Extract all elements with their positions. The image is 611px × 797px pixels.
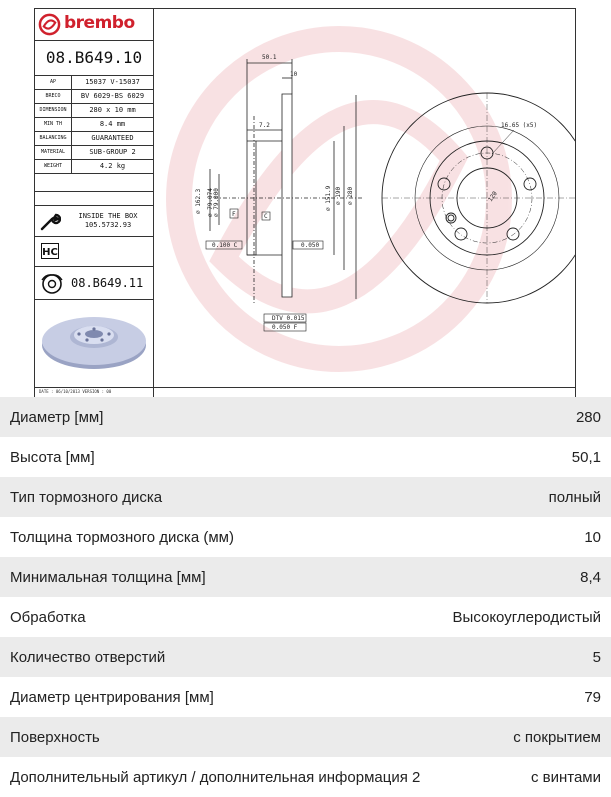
disc-photo [39, 307, 149, 377]
drawing-spec-row [35, 132, 153, 146]
diameter-162-label: ⌀ 162.3 [195, 188, 202, 214]
specification-list [0, 397, 611, 797]
blank-row [35, 192, 153, 206]
spec-label: Диаметр центрирования [мм] [10, 688, 214, 706]
dtv-tolerance: DTV 0.015 [272, 315, 305, 322]
title-block [35, 9, 154, 397]
spec-value: с покрытием [513, 728, 601, 746]
brembo-logo-icon [38, 13, 61, 36]
alternative-part-number: 08.B649.11 [71, 276, 144, 290]
hat-dimension: 7.2 [259, 122, 270, 129]
hc-row [35, 237, 153, 267]
spec-key: MATERIAL [35, 146, 72, 160]
technical-drawing-sheet [34, 8, 576, 398]
parallelism-tolerance: 0.050 [301, 242, 320, 249]
spec-label: Дополнительный артикул / дополнительная информация 2 [10, 768, 421, 786]
spec-key: BRECO [35, 90, 72, 104]
runout-tolerance: 0.100 C [212, 242, 238, 249]
diameter-79000-label: ⌀ 79.000 [213, 188, 220, 217]
spec-label: Минимальная толщина [мм] [10, 568, 206, 586]
spec-value: 50,1 [571, 448, 601, 466]
spec-label: Диаметр [мм] [10, 408, 104, 426]
alternative-part-row [35, 267, 153, 300]
drawing-spec-row [35, 104, 153, 118]
spec-row [0, 717, 611, 757]
disc-technical-drawing [154, 9, 575, 386]
brand-header [35, 9, 153, 41]
diameter-280-label: ⌀ 280 [347, 186, 354, 205]
spec-value: Высокоуглеродистый [452, 608, 601, 626]
spec-value: полный [548, 488, 601, 506]
spec-label: Тип тормозного диска [10, 488, 163, 506]
spec-label: Поверхность [10, 728, 100, 746]
spec-value: 10 [584, 528, 601, 546]
spec-value: SUB-GROUP 2 [72, 146, 154, 160]
spec-value: 8.4 mm [72, 118, 154, 132]
date-version: DATE : 06/10/2013 VERSION : 00 [39, 389, 112, 394]
hc-icon [41, 243, 59, 259]
coated-disc-icon [40, 272, 64, 294]
thickness-dimension: 10 [290, 71, 298, 78]
spec-value: 5 [592, 648, 601, 666]
spec-key: MIN TH [35, 118, 72, 132]
spec-row [0, 637, 611, 677]
kit-part-number: 105.5732.93 [84, 221, 132, 229]
spec-row [0, 677, 611, 717]
drawing-spec-row [35, 160, 153, 174]
part-number: 08.B649.10 [35, 41, 153, 76]
blank-row [35, 178, 153, 192]
spec-value: 4.2 kg [72, 160, 154, 174]
spec-value: 280 [575, 408, 601, 426]
spec-value: 79 [584, 688, 601, 706]
spec-row [0, 397, 611, 437]
svg-text:HC: HC [42, 247, 58, 258]
spec-value: с винтами [530, 768, 601, 786]
drawing-spec-row [35, 90, 153, 104]
diameter-190-label: ⌀ 190 [335, 186, 342, 205]
datum-f-tag: F [232, 211, 236, 218]
flatness-tolerance: 0.050 F [272, 324, 298, 331]
spec-label: Толщина тормозного диска (мм) [10, 528, 234, 546]
datum-c-tag: C [264, 213, 268, 220]
spec-row [0, 597, 611, 637]
wrench-icon [39, 211, 61, 233]
pcd-label: 120 [486, 190, 499, 204]
spec-label: Высота [мм] [10, 448, 95, 466]
diameter-151-label: ⌀ 151.9 [325, 185, 332, 211]
spec-key: BALANCING [35, 132, 72, 146]
spec-value: 280 x 10 mm [72, 104, 154, 118]
spec-row [0, 557, 611, 597]
spec-value: 15037 V-15037 [72, 76, 154, 90]
spec-label: Количество отверстий [10, 648, 166, 666]
spec-row [0, 477, 611, 517]
spec-row [0, 757, 611, 797]
spec-key: AP [35, 76, 72, 90]
drawing-spec-table [35, 76, 153, 174]
bolt-hole-label: 16.65 (x5) [501, 122, 538, 129]
spec-value: GUARANTEED [72, 132, 154, 146]
spec-value: BV 6029-BS 6029 [72, 90, 154, 104]
kit-contents [35, 207, 153, 237]
drawing-spec-row [35, 146, 153, 160]
spec-value: 8,4 [580, 568, 601, 586]
drawing-spec-row [35, 118, 153, 132]
spec-row [0, 517, 611, 557]
height-dimension: 50.1 [262, 54, 277, 61]
spec-key: WEIGHT [35, 160, 72, 174]
brand-name: brembo [64, 13, 135, 33]
drawing-spec-row [35, 76, 153, 90]
kit-label: INSIDE THE BOX [78, 212, 138, 220]
spec-key: DIMENSION [35, 104, 72, 118]
spec-label: Обработка [10, 608, 86, 626]
spec-row [0, 437, 611, 477]
diameter-79074-label: ⌀ 79.074 [207, 188, 214, 217]
